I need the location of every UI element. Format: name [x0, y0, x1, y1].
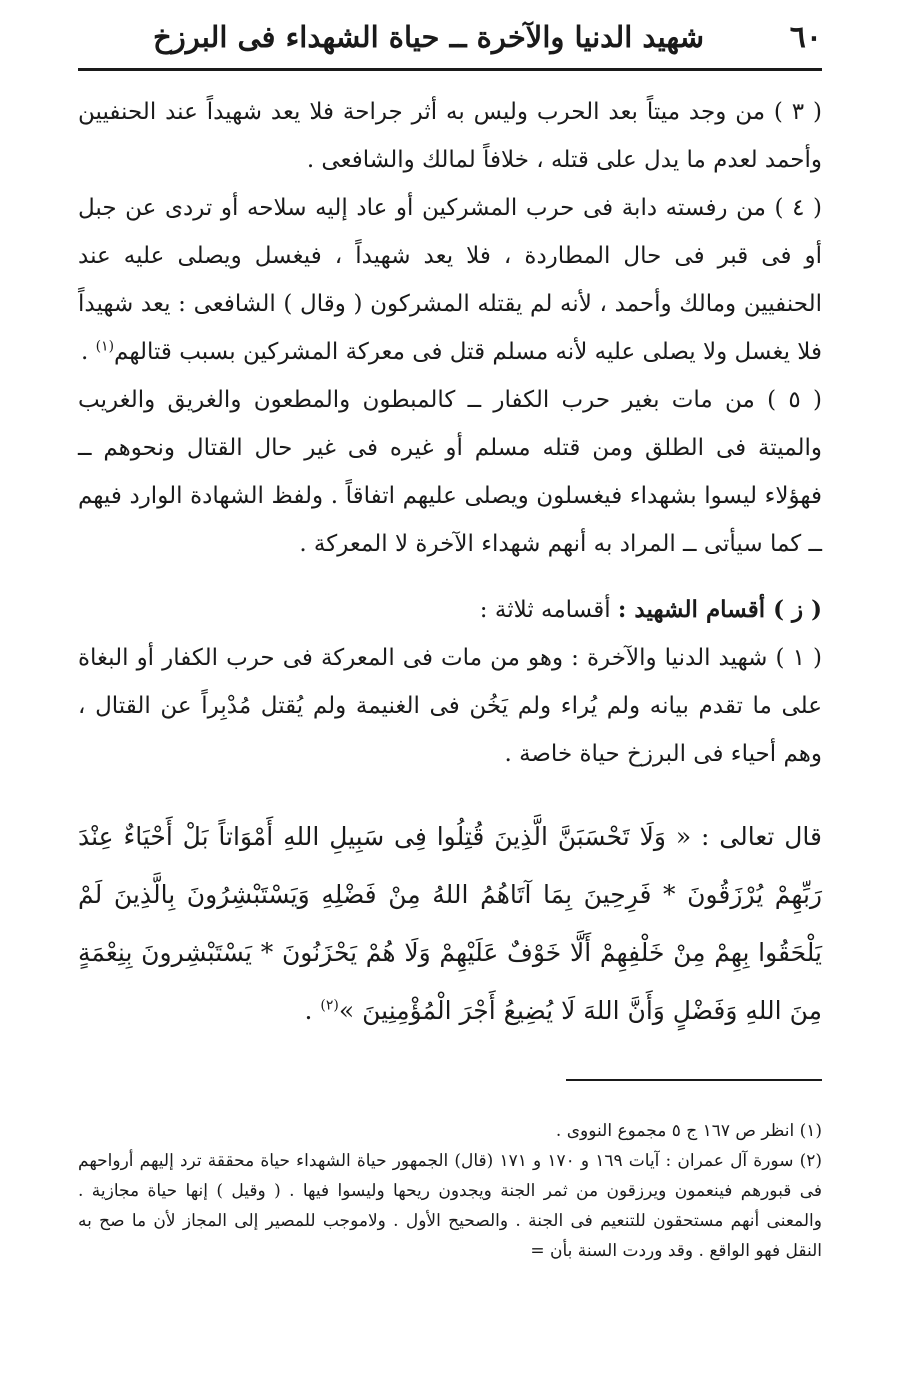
- header-rule: [78, 68, 822, 71]
- main-text: [78, 88, 822, 1040]
- paragraph-4-text: ( ٤ ) من رفسته دابة فى حرب المشركين أو عاد إليه سلاحه أو تردى عن جبل أو فى قبر فى حال المطاردة ، فلا يعد شهيداً ، فيغسل ويصلى عليه عند الحنفيين ومالك وأحمد ، لأنه لم يقتله المشركون ( وقال ) الشافعى : يعد شهيداً فلا يغسل ولا يصلى عليه لأنه مسلم قتل فى معركة المشركين بسبب قتالهم: [78, 195, 822, 365]
- quran-verse-text: قال تعالى : « وَلَا تَحْسَبَنَّ الَّذِينَ قُتِلُوا فِى سَبِيلِ اللهِ أَمْوَاتاً بَلْ أَحْيَاءٌ عِنْدَ رَبِّهِمْ يُرْزَقُونَ * فَرِحِينَ بِمَا آتَاهُمُ اللهُ مِنْ فَضْلِهِ وَيَسْتَبْشِرُونَ بِالَّذِينَ لَمْ يَلْحَقُوا بِهِمْ مِنْ خَلْفِهِمْ أَلَّا خَوْفٌ عَلَيْهِمْ وَلَا هُمْ يَحْزَنُونَ * يَسْتَبْشِرونَ بِنِعْمَةٍ مِنَ اللهِ وَفَضْلٍ وَأَنَّ اللهَ لَا يُضِيعُ أَجْرَ الْمُؤْمِنِينَ »: [78, 822, 822, 1025]
- paragraph-5-text: ( ٥ ) من مات بغير حرب الكفار ــ كالمبطون والمطعون والغريق والغريب والميتة فى الطلق ومن قتله مسلم أو غيره فى غير حال القتال ونحوهم ــ فهؤلاء ليسوا بشهداء فيغسلون ويصلى عليهم اتفاقاً . ولفظ الشهادة الوارد فيهم ــ كما سيأتى ــ المراد به أنهم شهداء الآخرة لا المعركة .: [78, 387, 822, 557]
- section-heading-title: ( ز ) أقسام الشهيد :: [617, 596, 822, 623]
- running-title: شهيد الدنيا والآخرة ــ حياة الشهداء فى البرزخ: [153, 20, 704, 54]
- footnote-2: (٢) سورة آل عمران : آيات ١٦٩ و ١٧٠ و ١٧١ (قال) الجمهور حياة الشهداء حياة محققة ترد إليهم أرواحهم فى قبورهم فينعمون ويرزقون من ثمر الجنة ويجدون ريحها وليسوا فيها . ( وقيل ) إنها حياة مجازية . والمعنى أنهم مستحقون للتنعيم فى الجنة . والصحيح الأول . ولاموجب للمصير إلى المجاز لأن ما صح به النقل فهو الواقع . وقد وردت السنة بأن =: [78, 1151, 822, 1261]
- paragraph-5: [78, 376, 822, 568]
- quran-verse-end: .: [304, 996, 321, 1025]
- quran-verse: [78, 808, 822, 1040]
- paragraph-3-text: ( ٣ ) من وجد ميتاً بعد الحرب وليس به أثر جراحة فلا يعد شهيداً عند الحنفيين وأحمد لعدم ما يدل على قتله ، خلافاً لمالك والشافعى .: [78, 99, 822, 173]
- footnote-rule: [566, 1079, 822, 1081]
- paragraph-4: [78, 184, 822, 376]
- section-heading-rest: أقسامه ثلاثة :: [479, 597, 618, 623]
- page-number: ٦٠: [789, 20, 822, 55]
- paragraph-4-end: .: [80, 339, 96, 365]
- paragraph-1-text: ( ١ ) شهيد الدنيا والآخرة : وهو من مات فى المعركة فى حرب الكفار أو البغاة على ما تقدم بيانه ولم يُراء ولم يَخُن فى الغنيمة ولم يُقتل مُدْبِراً عن القتال ، وهم أحياء فى البرزخ حياة خاصة .: [78, 645, 822, 767]
- page-header: [78, 14, 822, 68]
- footnotes: [78, 1116, 822, 1266]
- footnote-1: (١) انظر ص ١٦٧ ج ٥ مجموع النووى .: [555, 1121, 822, 1141]
- section-heading: [78, 586, 822, 634]
- paragraph-3: [78, 88, 822, 184]
- footnote-ref-2: (٢): [320, 997, 339, 1014]
- paragraph-1: [78, 634, 822, 778]
- footnote-ref-1: (١): [95, 338, 115, 355]
